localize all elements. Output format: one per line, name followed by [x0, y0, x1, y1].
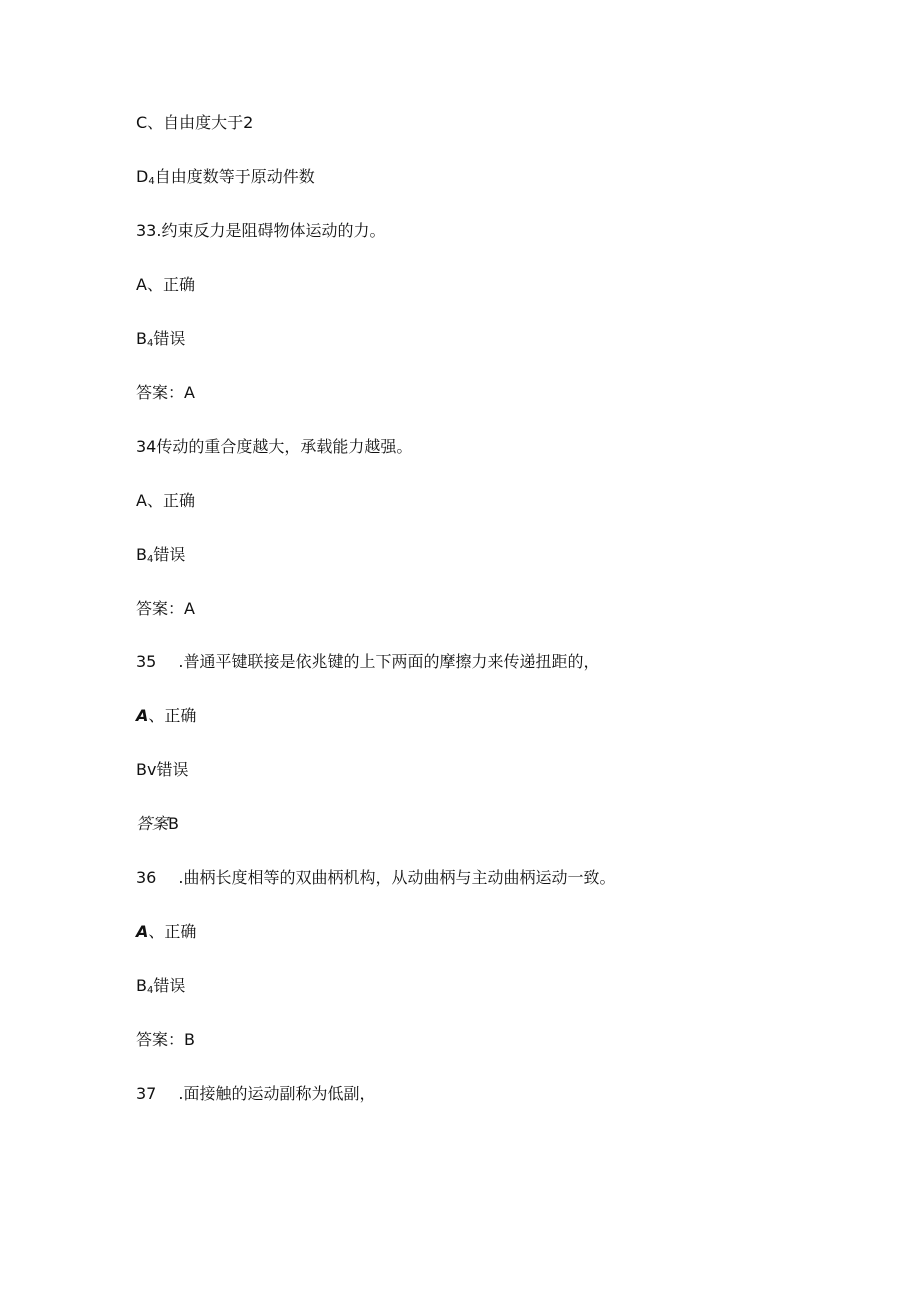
q33-answer-text: 答案：A — [136, 383, 195, 402]
q36-option-a-text: 、正确 — [148, 922, 197, 941]
question-34 — [136, 437, 412, 457]
q36-option-a — [136, 922, 196, 942]
q34-option-b-subscript: 4 — [146, 554, 154, 565]
q36-answer-text: 答案：B — [136, 1030, 195, 1049]
question-36-text: .曲柄长度相等的双曲柄机构，从动曲柄与主动曲柄运动一致。 — [178, 868, 616, 887]
option-c-line — [136, 113, 253, 133]
q34-answer — [136, 599, 195, 619]
q33-answer — [136, 383, 195, 403]
q34-option-b — [136, 545, 185, 570]
question-36 — [136, 868, 615, 888]
q35-answer-label: 答案 — [136, 814, 169, 833]
question-33-text: 33.约束反力是阻碍物体运动的力。 — [136, 221, 386, 240]
q35-option-b-text: Bv错误 — [136, 760, 189, 779]
q33-option-a — [136, 275, 195, 295]
q33-option-b-letter: B — [136, 329, 147, 348]
question-35-number: 35 — [136, 652, 157, 671]
q36-option-b-text: 错误 — [153, 976, 186, 995]
q33-option-b — [136, 329, 185, 354]
q35-option-b — [136, 760, 188, 780]
q33-option-a-text: A、正确 — [136, 275, 195, 294]
question-37-number: 37 — [136, 1084, 157, 1103]
question-34-text: 34传动的重合度越大，承载能力越强。 — [136, 437, 413, 456]
q35-option-a-text: 、正确 — [148, 706, 197, 725]
q35-answer-value: B — [168, 814, 179, 833]
q36-option-b — [136, 976, 185, 1001]
q34-answer-text: 答案：A — [136, 599, 195, 618]
q35-option-a — [136, 706, 196, 726]
option-c-text: C、自由度大于2 — [136, 113, 254, 132]
question-37 — [136, 1084, 375, 1104]
q36-option-a-letter: A — [136, 922, 149, 941]
question-33 — [136, 221, 385, 241]
question-35 — [136, 652, 599, 672]
option-d-letter: D — [136, 167, 149, 186]
q34-option-b-letter: B — [136, 545, 147, 564]
q34-option-a-text: A、正确 — [136, 491, 195, 510]
q34-option-a — [136, 491, 195, 511]
question-37-text: .面接触的运动副称为低副， — [178, 1084, 376, 1103]
option-d-line — [136, 167, 315, 192]
q33-option-b-text: 错误 — [153, 329, 186, 348]
question-35-text: .普通平键联接是依兆键的上下两面的摩擦力来传递扭距的， — [178, 652, 600, 671]
q33-option-b-subscript: 4 — [146, 338, 154, 349]
q36-option-b-subscript: 4 — [146, 985, 154, 996]
q36-answer — [136, 1030, 195, 1050]
q36-option-b-letter: B — [136, 976, 147, 995]
question-36-number: 36 — [136, 868, 157, 887]
q34-option-b-text: 错误 — [153, 545, 186, 564]
option-d-text: 自由度数等于原动件数 — [154, 167, 315, 186]
option-d-subscript: 4 — [148, 176, 155, 187]
q35-option-a-letter: A — [136, 706, 149, 725]
q35-answer — [136, 814, 179, 834]
